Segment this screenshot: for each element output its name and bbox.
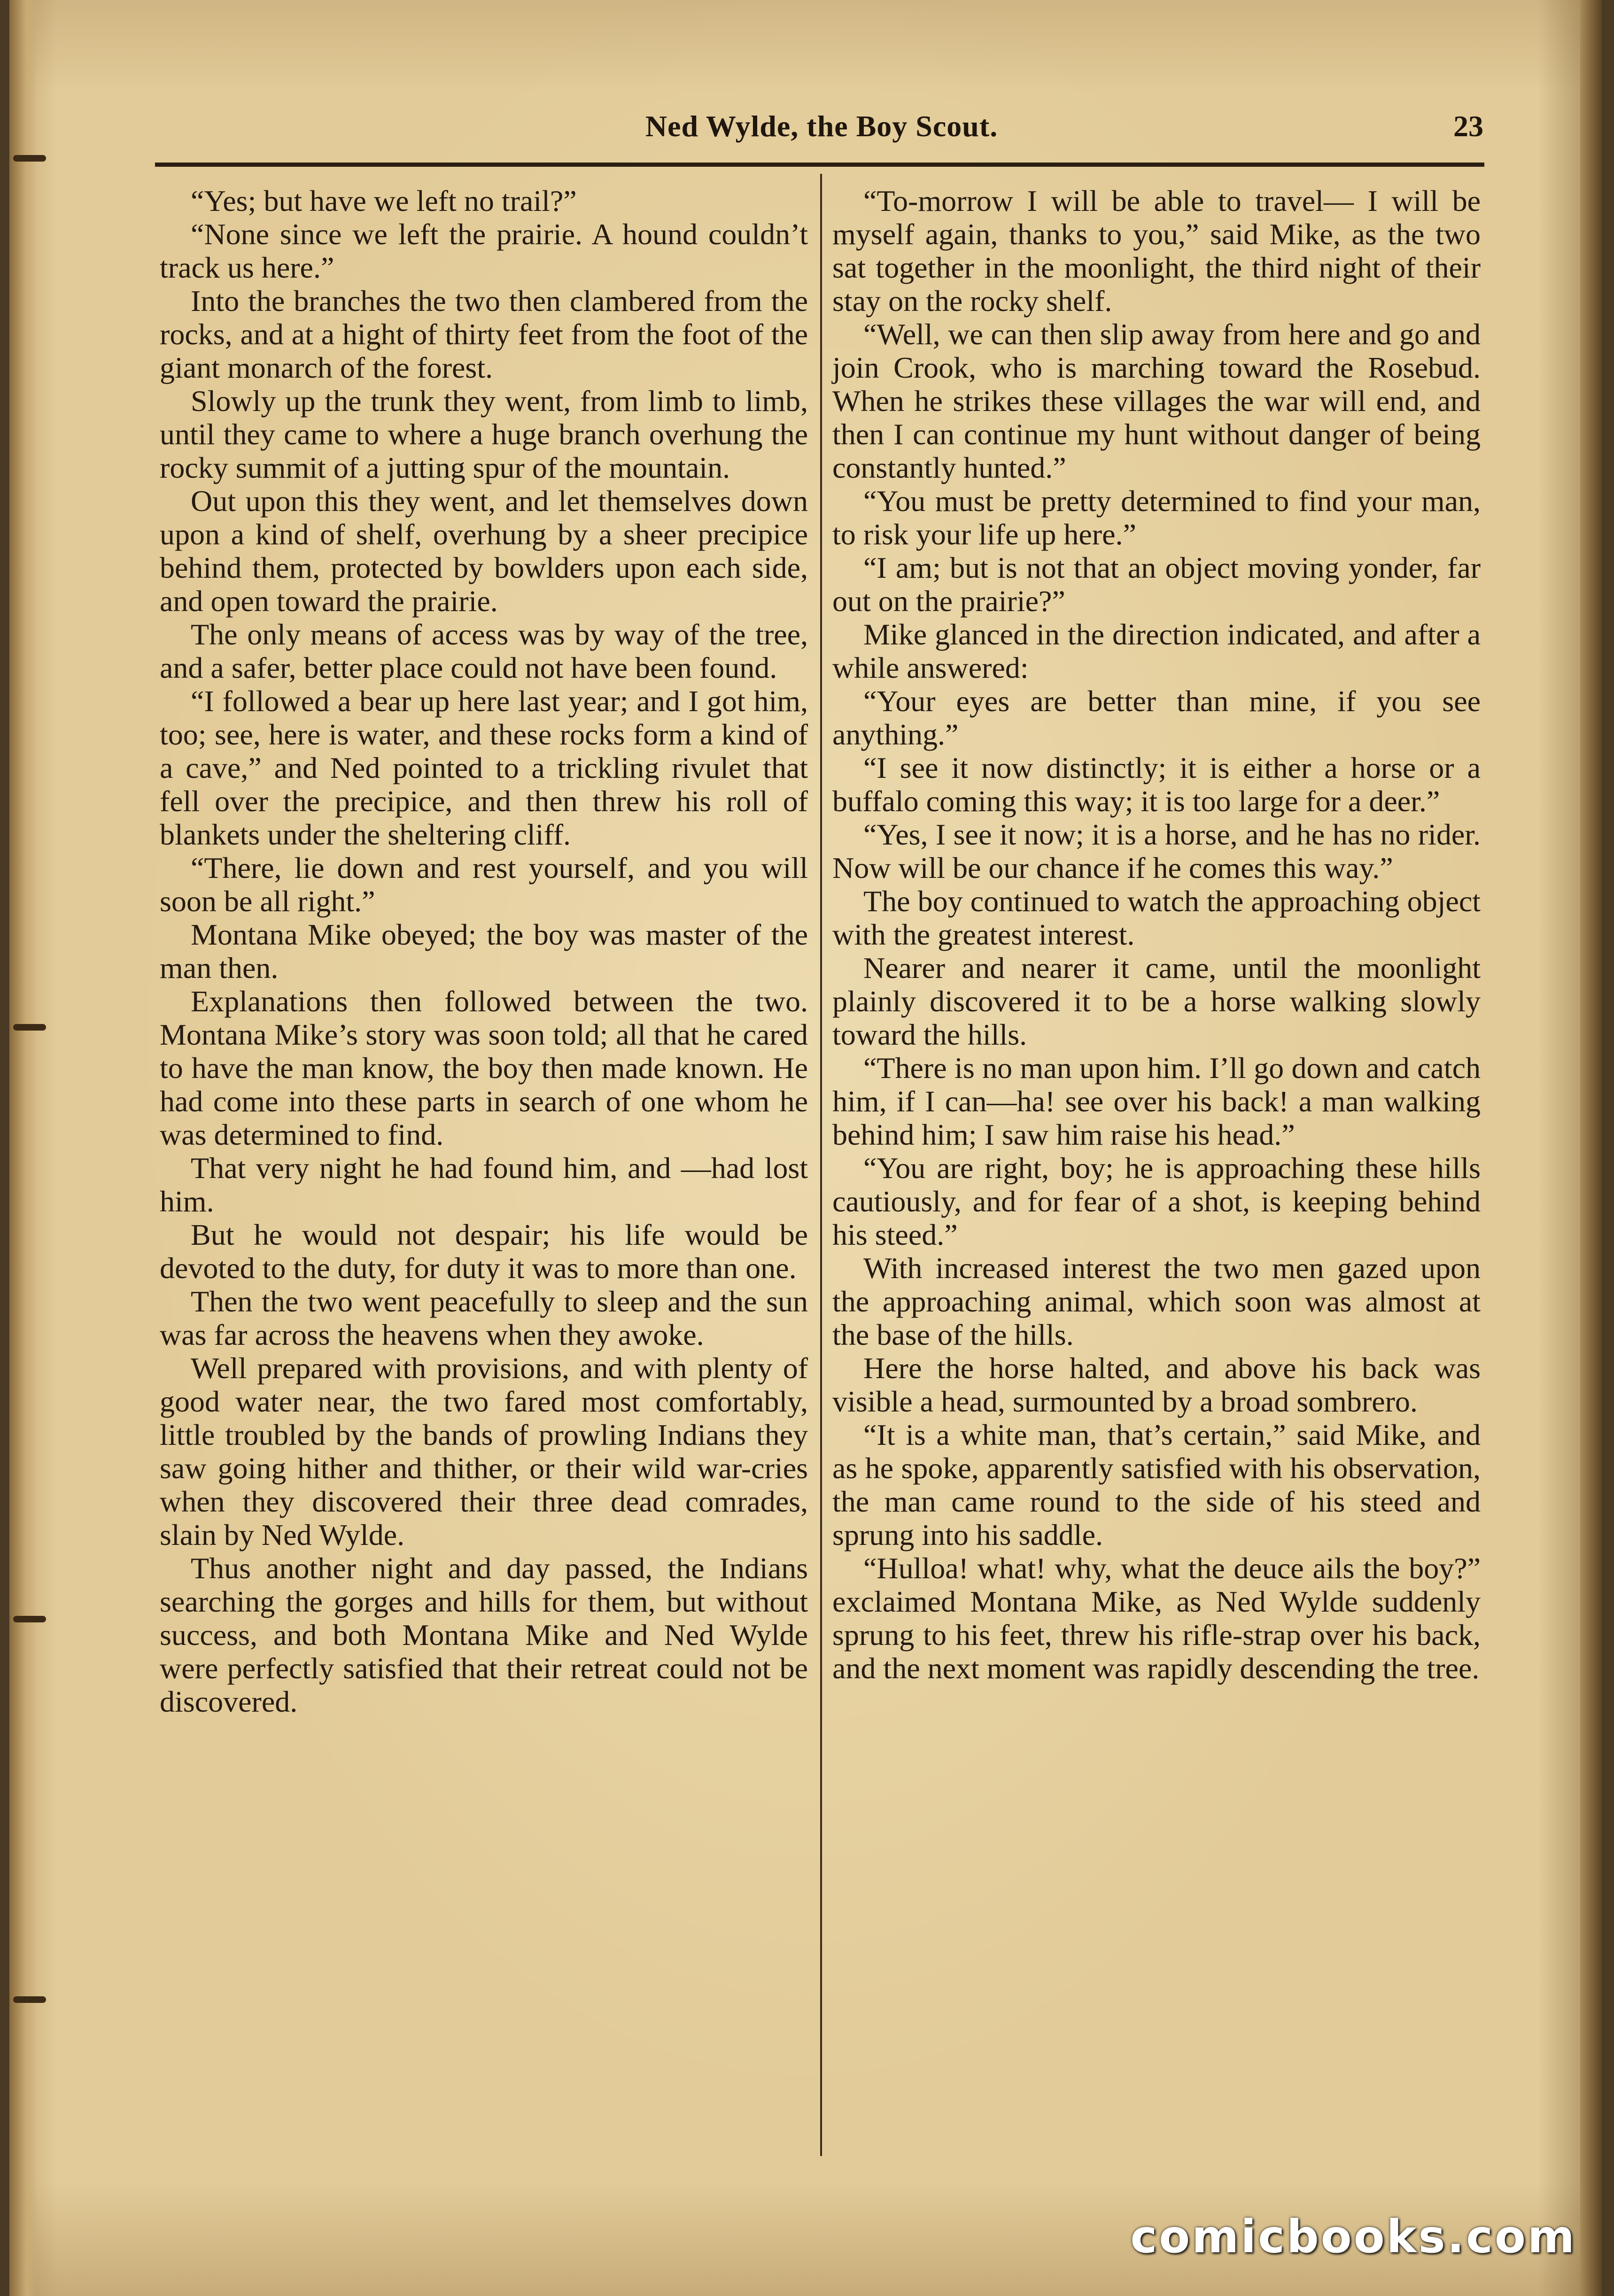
page-number: 23 (1453, 109, 1483, 143)
paragraph: Mike glanced in the direction indicated, and after a while answered: (832, 618, 1481, 684)
paragraph: That very night he had found him, and —had lost him. (160, 1151, 808, 1218)
paragraph: Here the horse halted, and above his back was visible a head, surmounted by a broad sombrero. (832, 1351, 1481, 1418)
paragraph: “It is a white man, that’s certain,” said Mike, and as he spoke, apparently satisfied with his observation, the man came round to the side of his steed and sprung into his saddle. (832, 1418, 1481, 1551)
watermark: comicbooks.com (1130, 2211, 1576, 2263)
paragraph: “Yes, I see it now; it is a horse, and he has no rider. Now will be our chance if he comes this way.” (832, 818, 1481, 884)
binding-stitch (13, 1616, 46, 1622)
paragraph: Slowly up the trunk they went, from limb to limb, until they came to where a huge branch overhung the rocky summit of a jutting spur of the mountain. (160, 384, 808, 484)
paragraph: “Hulloa! what! why, what the deuce ails the boy?” exclaimed Montana Mike, as Ned Wylde suddenly sprung to his feet, threw his rifle-strap over his back, and the next moment was rapidly descending the tree. (832, 1551, 1481, 1685)
paragraph: “Yes; but have we left no trail?” (191, 184, 577, 217)
left-text-column (160, 184, 808, 1718)
paragraph: “To-morrow I will be able to travel— I will be myself again, thanks to you,” said Mike, as the two sat together in the moonlight, the third night of their stay on the rocky shelf. (832, 184, 1481, 318)
paragraph: “You are right, boy; he is approaching these hills cautiously, and for fear of a shot, is keeping behind his steed.” (832, 1151, 1481, 1251)
binding-stitch (13, 155, 46, 162)
paragraph: “Your eyes are better than mine, if you see anything.” (832, 684, 1481, 751)
paragraph: Well prepared with provisions, and with plenty of good water near, the two fared most comfortably, little troubled by the bands of prowling Indians they saw going hither and thither, or their wild war-cries when they discovered their three dead comrades, slain by Ned Wylde. (160, 1351, 808, 1551)
paragraph: Into the branches the two then clambered from the rocks, and at a hight of thirty feet from the foot of the giant monarch of the forest. (160, 284, 808, 384)
paragraph: “I followed a bear up here last year; and I got him, too; see, here is water, and these rocks form a kind of a cave,” and Ned pointed to a trickling rivulet that fell over the precipice, and then threw his roll of blankets under the sheltering cliff. (160, 684, 808, 851)
column-divider (820, 174, 822, 2156)
paragraph: The only means of access was by way of the tree, and a safer, better place could not have been found. (160, 618, 808, 684)
paragraph: With increased interest the two men gazed upon the approaching animal, which soon was almost at the base of the hills. (832, 1251, 1481, 1351)
page-binding (9, 0, 38, 2296)
paragraph: “There is no man upon him. I’ll go down and catch him, if I can—ha! see over his back! a man walking behind him; I saw him raise his head.” (832, 1051, 1481, 1151)
paragraph: “None since we left the prairie. A hound couldn’t track us here.” (160, 217, 808, 284)
binding-stitch (13, 1996, 46, 2003)
paragraph: “You must be pretty determined to find your man, to risk your life up here.” (832, 484, 1481, 551)
right-text-column (832, 184, 1481, 1685)
paragraph: Explanations then followed between the two. Montana Mike’s story was soon told; all that he cared to have the man know, the boy then made known. He had come into these parts in search of one whom he was determined to find. (160, 985, 808, 1151)
paragraph: “Well, we can then slip away from here and go and join Crook, who is marching toward the Rosebud. When he strikes these villages the war will end, and then I can continue my hunt without danger of being constantly hunted.” (832, 318, 1481, 484)
paragraph: Nearer and nearer it came, until the moonlight plainly discovered it to be a horse walking slowly toward the hills. (832, 951, 1481, 1051)
book-page (9, 0, 1602, 2296)
paragraph: “I see it now distinctly; it is either a horse or a buffalo coming this way; it is too large for a deer.” (832, 751, 1481, 818)
paragraph: Then the two went peacefully to sleep and the sun was far across the heavens when they awoke. (160, 1285, 808, 1351)
paragraph: “I am; but is not that an object moving yonder, far out on the prairie?” (832, 551, 1481, 618)
header-rule (155, 163, 1484, 167)
running-title: Ned Wylde, the Boy Scout. (645, 109, 998, 143)
paragraph: “There, lie down and rest yourself, and you will soon be all right.” (160, 851, 808, 918)
paragraph: But he would not despair; his life would be devoted to the duty, for duty it was to more than one. (160, 1218, 808, 1285)
page-edge (1580, 0, 1602, 2296)
paragraph: Out upon this they went, and let themselves down upon a kind of shelf, overhung by a sheer precipice behind them, protected by bowlders upon each side, and open toward the prairie. (160, 484, 808, 618)
paragraph: Thus another night and day passed, the Indians searching the gorges and hills for them, but without success, and both Montana Mike and Ned Wylde were perfectly satisfied that their retreat could not be discovered. (160, 1551, 808, 1718)
paragraph: Montana Mike obeyed; the boy was master of the man then. (160, 918, 808, 985)
binding-stitch (13, 1024, 46, 1031)
paragraph: The boy continued to watch the approaching object with the greatest interest. (832, 884, 1481, 951)
page-header (160, 109, 1483, 151)
